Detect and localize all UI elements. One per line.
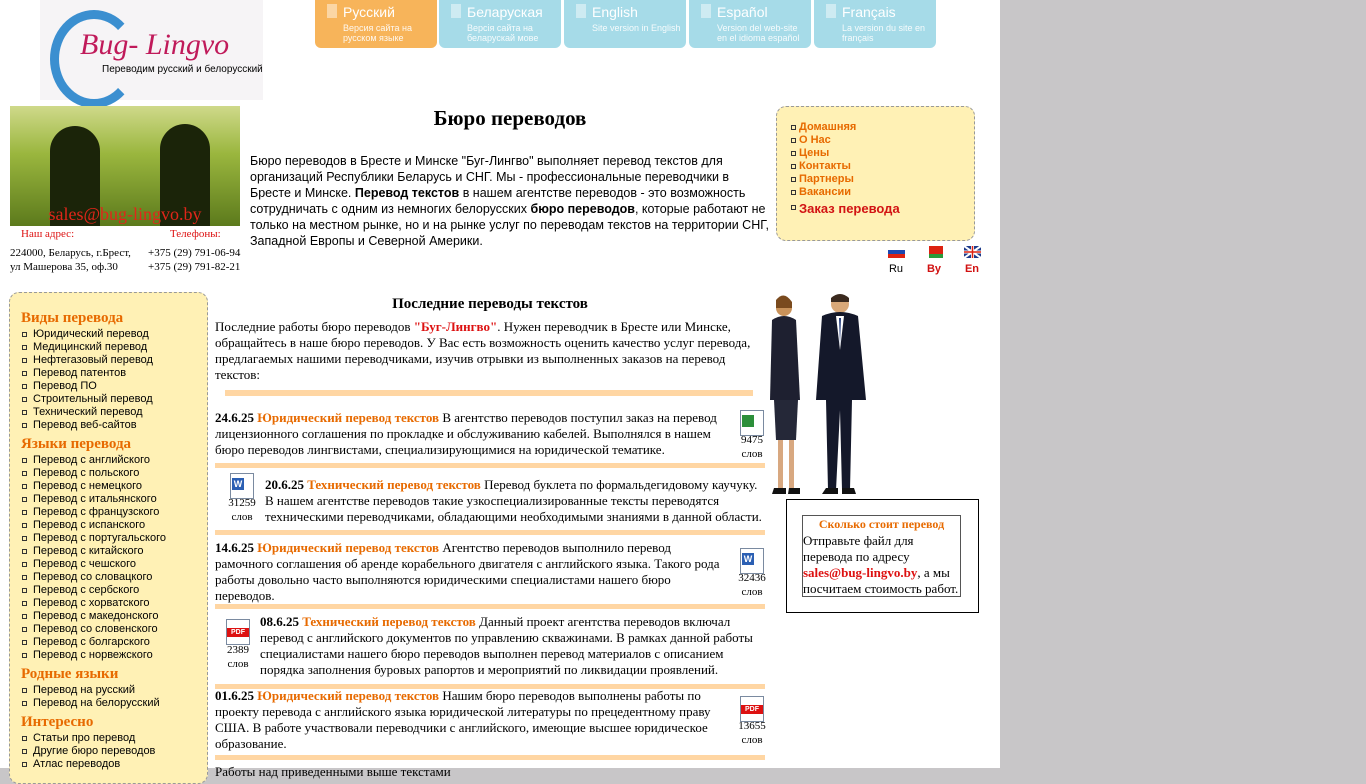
lang-tab-title: Español bbox=[717, 4, 768, 20]
word-count-unit: слов bbox=[741, 586, 763, 598]
russia-flag-icon[interactable] bbox=[888, 246, 905, 258]
news-date: 01.6.25 bbox=[215, 688, 254, 703]
interesting-link[interactable]: Другие бюро переводов bbox=[21, 745, 166, 758]
word-count: 13655 bbox=[738, 720, 766, 732]
news-category-link[interactable]: Технический перевод текстов bbox=[302, 614, 476, 629]
translation-types-link[interactable]: Перевод веб-сайтов bbox=[21, 419, 166, 432]
interesting-link[interactable]: Статьи про перевод bbox=[21, 732, 166, 745]
flag-label[interactable]: En bbox=[964, 263, 980, 275]
phone-1: +375 (29) 791-06-94 bbox=[148, 247, 241, 259]
translation-languages-link[interactable]: Перевод с норвежского bbox=[21, 649, 166, 662]
logo-name: Bug- Lingvo bbox=[80, 28, 230, 61]
cost-body bbox=[803, 533, 963, 597]
news-category-link[interactable]: Юридический перевод текстов bbox=[257, 540, 440, 555]
translation-types-link[interactable]: Медицинский перевод bbox=[21, 341, 166, 354]
man-figure bbox=[816, 294, 866, 494]
news-text: Агентство переводов выполнило перевод рамочного соглашения об аренде корабельного двигателя с английского языка. Такого рода работы довольно часто выполняются юридическими специалистами нашего бюро переводов. bbox=[215, 540, 720, 603]
lang-tab-4[interactable] bbox=[814, 0, 936, 48]
news-item bbox=[260, 614, 755, 678]
lang-tab-2[interactable] bbox=[564, 0, 686, 48]
pdf-document-icon[interactable] bbox=[226, 619, 250, 645]
intro-part-1: Бюро переводов в Бресте и Минске "Буг-Лингво" выполняет перевод текстов для организаций Республики Беларусь и СНГ. Мы - профессиональные переводчики в Бресте и Минске. bbox=[250, 154, 730, 200]
news-text: В агентство переводов поступил заказ на перевод лицензионного соглашения по прокладке и обслуживанию кабелей. Выполнялся в нашем бюро переводов лингвистами, специализирующимися на юридической тематике. bbox=[215, 410, 717, 457]
phones-label: Телефоны: bbox=[170, 228, 221, 240]
translation-types-link[interactable]: Юридический перевод bbox=[21, 328, 166, 341]
cost-body-b: , а мы посчитаем стоимость работ. bbox=[803, 565, 959, 596]
news-date: 20.6.25 bbox=[265, 477, 304, 492]
translation-languages-link[interactable]: Перевод с польского bbox=[21, 467, 166, 480]
news-intro bbox=[215, 319, 760, 383]
interesting-link[interactable]: Атлас переводов bbox=[21, 758, 166, 771]
menu-item[interactable]: О Нас bbox=[799, 134, 900, 147]
woman-figure bbox=[770, 295, 800, 494]
lang-tab-subtitle: Site version in English bbox=[592, 23, 681, 33]
translation-languages-link[interactable]: Перевод с чешского bbox=[21, 558, 166, 571]
lang-tab-marker bbox=[576, 4, 586, 18]
news-category-link[interactable]: Юридический перевод текстов bbox=[257, 410, 440, 425]
word-count-unit: слов bbox=[741, 734, 763, 746]
news-divider bbox=[215, 530, 765, 535]
native-languages-list bbox=[21, 684, 166, 710]
site-logo[interactable] bbox=[40, 0, 263, 100]
intro-bold-1: Перевод текстов bbox=[354, 186, 460, 200]
news-divider bbox=[215, 604, 765, 609]
translation-languages-list bbox=[21, 454, 166, 662]
phone-2: +375 (29) 791-82-21 bbox=[148, 261, 241, 273]
translation-types-link[interactable]: Перевод ПО bbox=[21, 380, 166, 393]
native-languages-link[interactable]: Перевод на русский bbox=[21, 684, 166, 697]
contact-email-link[interactable]: sales@bug-lingvo.by bbox=[48, 204, 202, 224]
flag-label[interactable]: By bbox=[926, 263, 942, 275]
address-line-1: 224000, Беларусь, г.Брест, bbox=[10, 247, 131, 259]
translation-languages-link[interactable]: Перевод со словацкого bbox=[21, 571, 166, 584]
menu-item[interactable]: Вакансии bbox=[799, 186, 900, 199]
cost-box-inner bbox=[802, 515, 961, 597]
news-date: 08.6.25 bbox=[260, 614, 299, 629]
menu-item[interactable]: Цены bbox=[799, 147, 900, 160]
address-line-2: ул Машерова 35, оф.30 bbox=[10, 261, 118, 273]
news-text: Перевод буклета по формальдегидовому каучуку. В нашем агентстве переводов такие узкоспециализированные тексты переводятся техническими переводчиками, обладающими необходимыми знаниями в данной области. bbox=[265, 477, 762, 524]
cost-box bbox=[786, 499, 979, 613]
word-count-unit: слов bbox=[231, 511, 253, 523]
sidebar bbox=[9, 292, 208, 784]
news-intro-b: . Нужен переводчик в Бресте или Минске, обращайтесь в наше бюро переводов. У Вас есть возможность оценить качество услуг перевода, предлагаемых нашими переводчиками, изучив отрывки из выполненных заказов на перевод текстов: bbox=[215, 319, 751, 382]
logo-tagline: Переводим русский и белорусский bbox=[102, 64, 263, 75]
cost-email-link[interactable]: sales@bug-lingvo.by bbox=[803, 565, 918, 580]
translation-types-list bbox=[21, 328, 166, 432]
native-languages-link[interactable]: Перевод на белорусский bbox=[21, 697, 166, 710]
uk-flag-icon[interactable] bbox=[964, 246, 981, 258]
translation-languages-link[interactable]: Перевод с хорватского bbox=[21, 597, 166, 610]
translation-languages-link[interactable]: Перевод с китайского bbox=[21, 545, 166, 558]
lang-tab-marker bbox=[701, 4, 711, 18]
lang-tab-subtitle: Версія сайта на беларускай мове bbox=[467, 23, 539, 43]
translation-languages-link[interactable]: Перевод с испанского bbox=[21, 519, 166, 532]
cost-title[interactable]: Сколько стоит перевод bbox=[818, 517, 945, 531]
translation-types-link[interactable]: Перевод патентов bbox=[21, 367, 166, 380]
translation-languages-link[interactable]: Перевод с сербского bbox=[21, 584, 166, 597]
lang-tab-title: English bbox=[592, 4, 638, 20]
lang-tab-marker bbox=[826, 4, 836, 18]
belarus-flag-icon[interactable] bbox=[926, 246, 943, 258]
news-date: 24.6.25 bbox=[215, 410, 254, 425]
translation-languages-heading: Языки перевода bbox=[21, 436, 132, 452]
news-item bbox=[215, 688, 725, 752]
word-badge: W bbox=[743, 554, 753, 564]
lang-tab-subtitle: La version du site en français bbox=[842, 23, 926, 43]
news-tail: Работы над приведенными выше текстами bbox=[215, 764, 451, 779]
lang-tab-subtitle: Версия сайта на русском языке bbox=[343, 23, 412, 43]
main-menu bbox=[776, 106, 975, 241]
section-gap bbox=[21, 771, 166, 775]
main-menu-list bbox=[799, 121, 900, 217]
lang-tab-title: Русский bbox=[343, 4, 395, 20]
news-intro-brand: "Буг-Лингво" bbox=[413, 319, 498, 334]
news-item bbox=[215, 540, 725, 604]
news-item bbox=[265, 477, 765, 525]
news-text: Нашим бюро переводов выполнены работы по проекту перевода с английского языка юридической литературы по прецедентному праву США. В работе участвовали переводчики с английского, имеющие высшее юридическое образование. bbox=[215, 688, 711, 751]
word-count-unit: слов bbox=[741, 448, 763, 460]
lang-tab-0[interactable] bbox=[315, 0, 437, 48]
lang-tab-subtitle: Version del web-site en el idioma español bbox=[717, 23, 800, 43]
news-item bbox=[215, 410, 725, 458]
translation-types-link[interactable]: Технический перевод bbox=[21, 406, 166, 419]
menu-item[interactable]: Контакты bbox=[799, 160, 900, 173]
excel-badge bbox=[742, 415, 754, 427]
translation-types-link[interactable]: Строительный перевод bbox=[21, 393, 166, 406]
menu-item-order[interactable]: Заказ перевода bbox=[799, 201, 900, 216]
news-date: 14.6.25 bbox=[215, 540, 254, 555]
pdf-badge: PDF bbox=[741, 705, 763, 714]
news-divider bbox=[215, 463, 765, 468]
native-languages-heading: Родные языки bbox=[21, 666, 119, 682]
news-category-link[interactable]: Юридический перевод текстов bbox=[257, 688, 440, 703]
translation-languages-link[interactable]: Перевод с македонского bbox=[21, 610, 166, 623]
news-text: Данный проект агентства переводов включал перевод с английского документов по управлению скважинами. В рамках данной работы специалистами нашего бюро переводов выполнен перевод материалов с описанием порядка заполнения буровых рапортов и мероприятий по ликвидации проявлений. bbox=[260, 614, 753, 677]
pdf-badge: PDF bbox=[227, 628, 249, 637]
page-title: Бюро переводов bbox=[433, 106, 587, 130]
address-label: Наш адрес: bbox=[21, 228, 75, 240]
interesting-list bbox=[21, 732, 166, 771]
news-title: Последние переводы текстов bbox=[392, 296, 588, 312]
word-badge: W bbox=[233, 479, 243, 489]
translation-types-link[interactable]: Нефтегазовый перевод bbox=[21, 354, 166, 367]
menu-item[interactable]: Партнеры bbox=[799, 173, 900, 186]
lang-tab-1[interactable] bbox=[439, 0, 561, 48]
word-count: 9475 bbox=[741, 434, 763, 446]
news-divider bbox=[225, 390, 753, 396]
intro-bold-2: бюро переводов bbox=[530, 202, 635, 216]
lang-tab-3[interactable] bbox=[689, 0, 811, 48]
cost-body-a: Отправьте файл для перевода по адресу bbox=[803, 533, 914, 564]
translation-languages-link[interactable]: Перевод с немецкого bbox=[21, 480, 166, 493]
news-intro-a: Последние работы бюро переводов bbox=[215, 319, 414, 334]
translation-languages-link[interactable]: Перевод с болгарского bbox=[21, 636, 166, 649]
translation-languages-link[interactable]: Перевод с итальянского bbox=[21, 493, 166, 506]
translation-languages-link[interactable]: Перевод со словенского bbox=[21, 623, 166, 636]
menu-item[interactable]: Домашняя bbox=[799, 121, 900, 134]
news-divider bbox=[215, 755, 765, 760]
flag-label[interactable]: Ru bbox=[888, 263, 904, 275]
translation-types-heading: Виды перевода bbox=[21, 310, 124, 326]
translation-languages-link[interactable]: Перевод с португальского bbox=[21, 532, 166, 545]
word-count: 2389 bbox=[227, 644, 249, 656]
word-count: 32436 bbox=[738, 572, 766, 584]
header-photo bbox=[10, 106, 240, 226]
business-people-image bbox=[762, 290, 882, 498]
intro-part-2: в нашем агентстве переводов - это возможность сотрудничать с одним из немногих белорусских bbox=[250, 186, 746, 216]
word-count: 31259 bbox=[228, 497, 256, 509]
lang-tab-marker bbox=[327, 4, 337, 18]
interesting-heading: Интересно bbox=[21, 714, 94, 730]
lang-tab-title: Français bbox=[842, 4, 896, 20]
word-count-unit: слов bbox=[227, 658, 249, 670]
translation-languages-link[interactable]: Перевод с французского bbox=[21, 506, 166, 519]
lang-tab-title: Беларуская bbox=[467, 4, 543, 20]
intro-part-3: , которые работают не только на местном рынке, но и на рынке услуг по переводам текстов на территории СНГ, Западной Европы и Северной Америки. bbox=[250, 202, 769, 248]
intro-text bbox=[250, 153, 772, 249]
translation-languages-link[interactable]: Перевод с английского bbox=[21, 454, 166, 467]
lang-tab-marker bbox=[451, 4, 461, 18]
news-category-link[interactable]: Технический перевод текстов bbox=[307, 477, 481, 492]
